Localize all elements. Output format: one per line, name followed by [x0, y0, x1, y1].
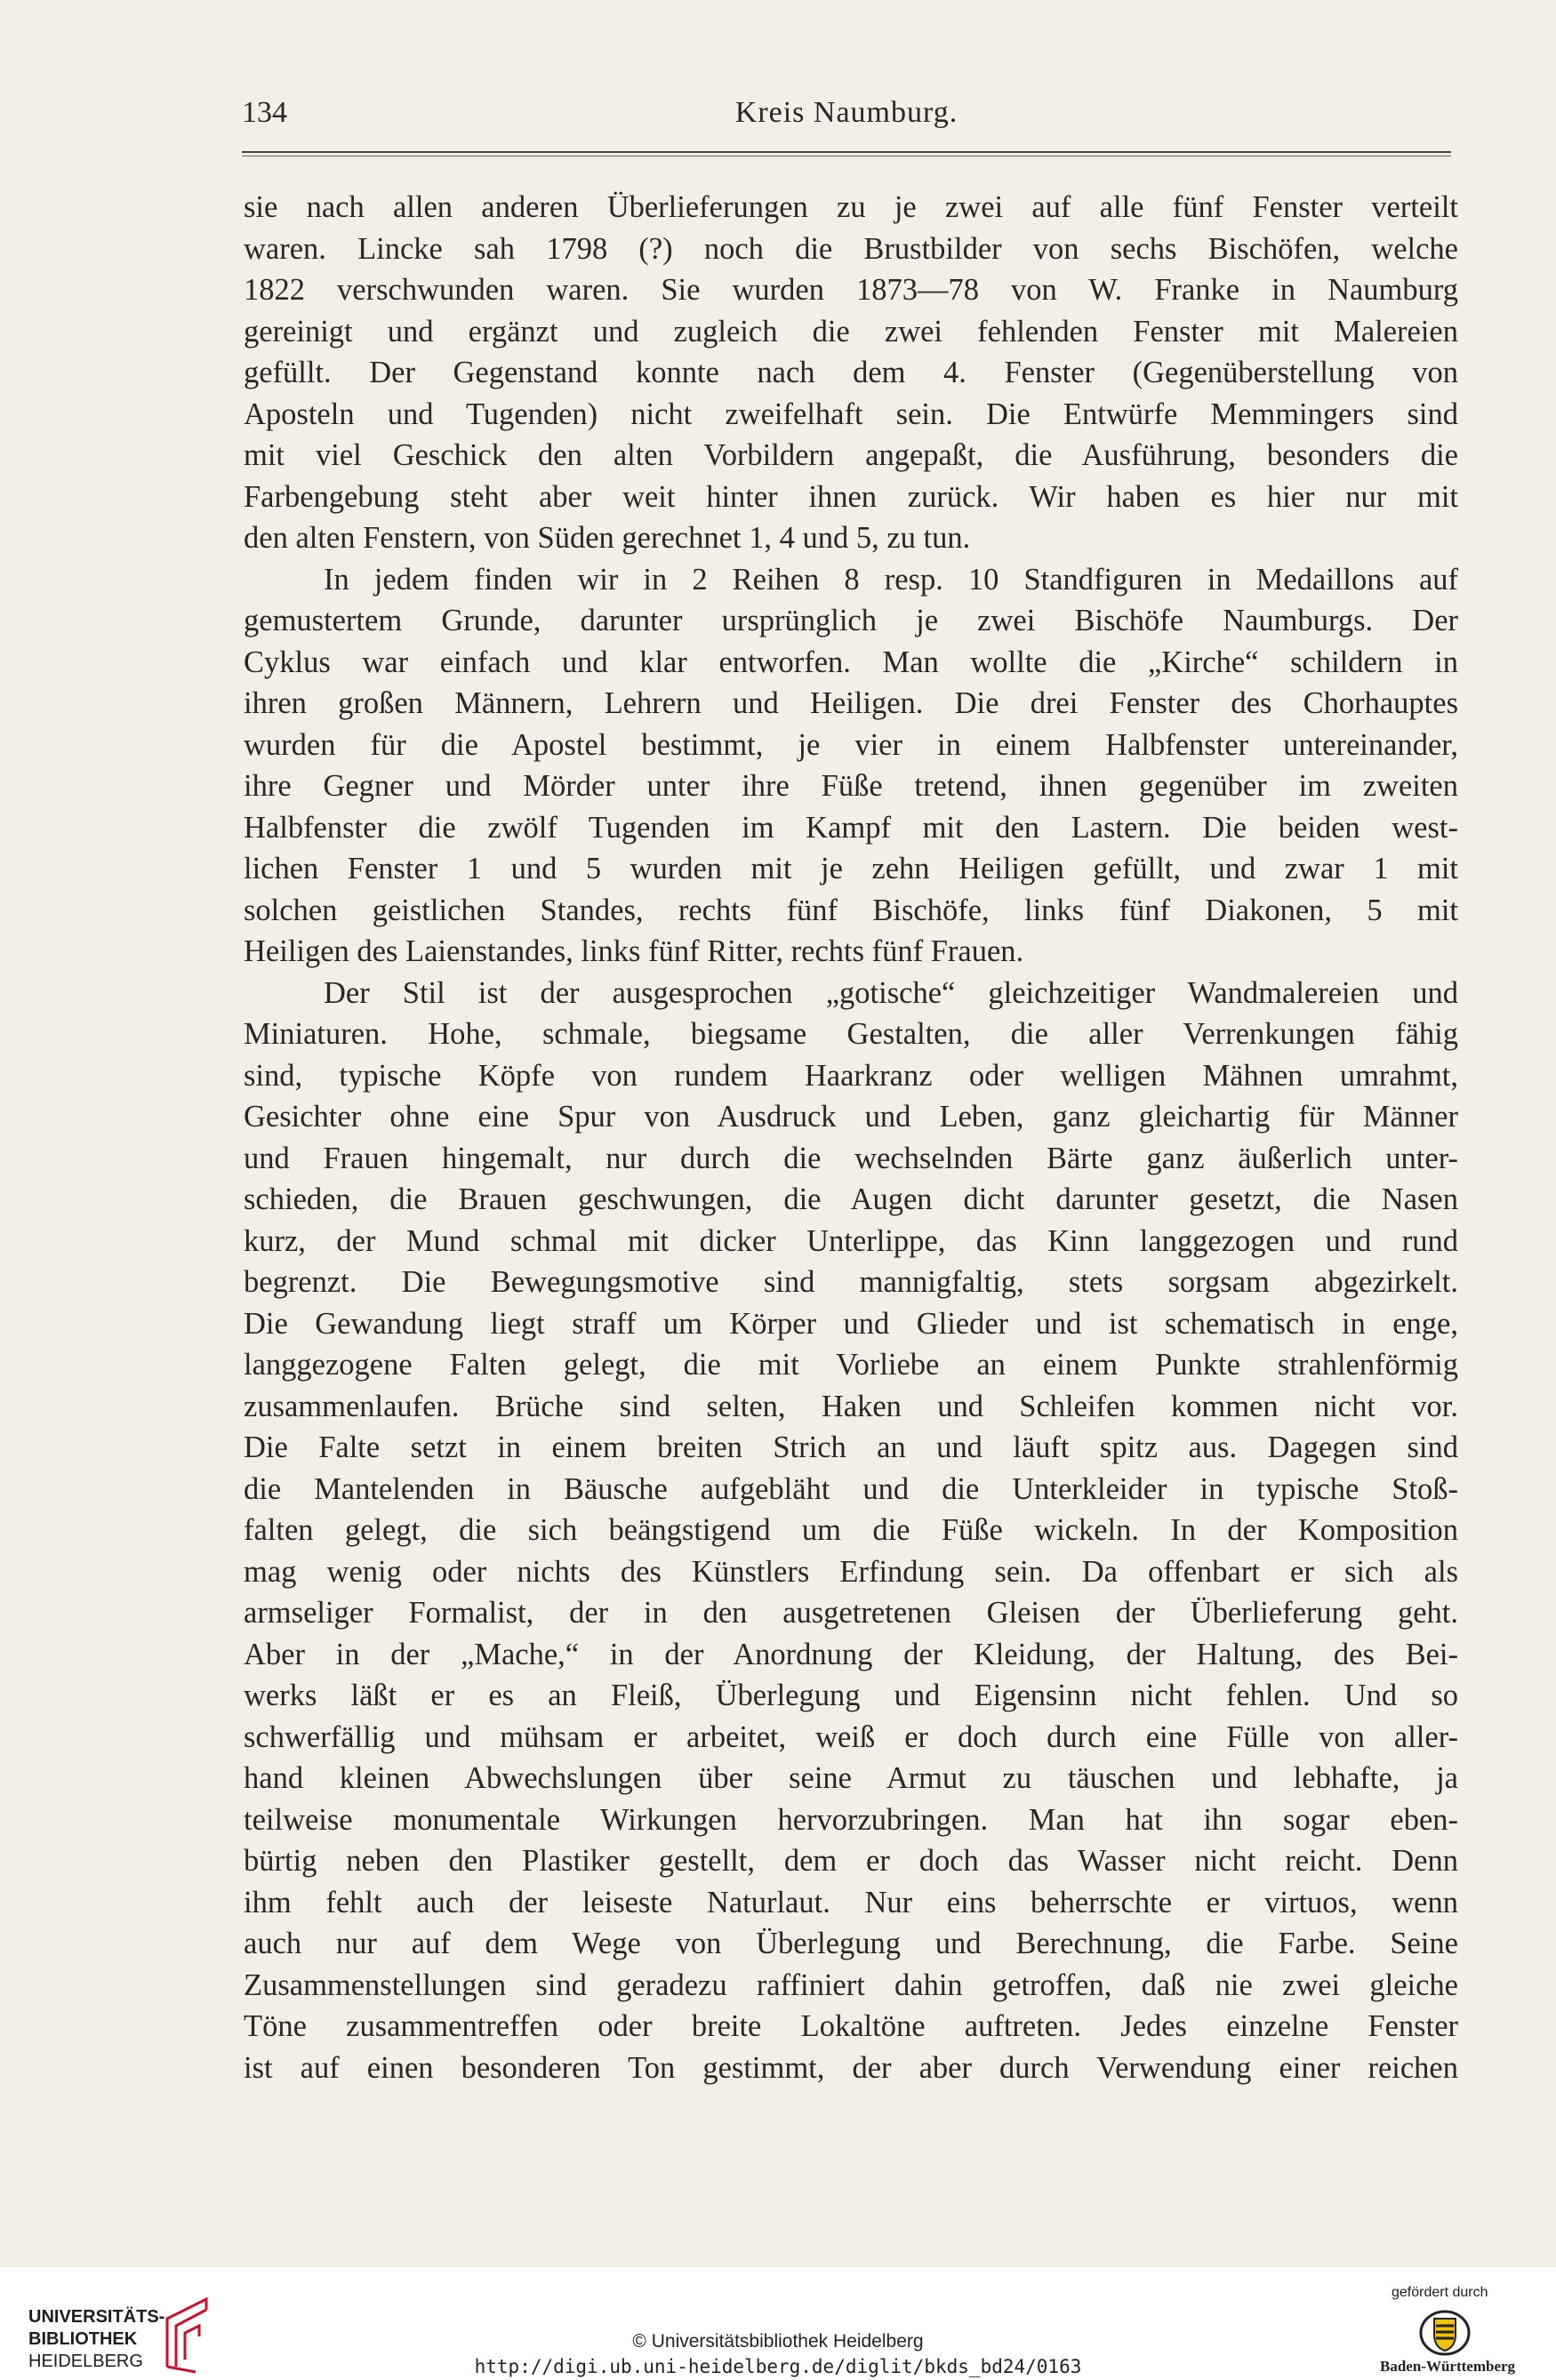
- text-line: sie nach allen anderen Überlieferungen zu je zwei auf alle fünf Fenster verteilt: [244, 190, 1458, 224]
- text-line: In jedem finden wir in 2 Reihen 8 resp. 10 Standfiguren in Medaillons auf: [324, 562, 1458, 597]
- running-head: Kreis Naumburg.: [734, 96, 958, 129]
- text-line: Miniaturen. Hohe, schmale, biegsame Gestalten, die aller Verrenkungen fähig: [244, 1017, 1458, 1051]
- text-line: kurz, der Mund schmal mit dicker Unterlippe, das Kinn langgezogen und rund: [244, 1223, 1458, 1258]
- text-line: werks läßt er es an Fleiß, Überlegung und Eigensinn nicht fehlen. Und so: [244, 1679, 1458, 1712]
- text-line: auch nur auf dem Wege von Überlegung und Berechnung, die Farbe. Seine: [244, 1927, 1458, 1960]
- text-line: mag wenig oder nichts des Künstlers Erfindung sein. Da offenbart er sich als: [244, 1554, 1458, 1589]
- text-line: Halbfenster die zwölf Tugenden im Kampf mit den Lastern. Die beiden west-: [244, 810, 1458, 845]
- text-line: schwerfällig und mühsam er arbeitet, weiß er doch durch eine Fülle von aller-: [244, 1719, 1458, 1754]
- text-line: Töne zusammentreffen oder breite Lokaltöne auftreten. Jedes einzelne Fenster: [244, 2009, 1458, 2043]
- header-rule: [242, 151, 1451, 153]
- text-line: gemustertem Grunde, darunter ursprünglich je zwei Bischöfe Naumburgs. Der: [244, 604, 1458, 637]
- text-line: Aposteln und Tugenden) nicht zweifelhaft sein. Die Entwürfe Memmingers sind: [244, 397, 1458, 431]
- text-line: falten gelegt, die sich beängstigend um die Füße wickeln. In der Komposition: [244, 1513, 1458, 1547]
- library-name-line-3: HEIDELBERG: [28, 2352, 143, 2371]
- text-line: ihren großen Männern, Lehrern und Heiligen. Die drei Fenster des Chorhauptes: [244, 686, 1458, 720]
- text-line: gefüllt. Der Gegenstand konnte nach dem 4. Fenster (Gegenüberstellung von: [244, 356, 1458, 389]
- text-line: schieden, die Brauen geschwungen, die Augen dicht darunter gesetzt, die Nasen: [244, 1182, 1458, 1216]
- text-line: den alten Fenstern, von Süden gerechnet 1, 4 und 5, zu tun.: [244, 521, 971, 555]
- copyright-text: © Universitätsbibliothek Heidelberg: [632, 2331, 924, 2352]
- text-line: ihre Gegner und Mörder unter ihre Füße tretend, ihnen gegenüber im zweiten: [244, 769, 1458, 803]
- text-line: Zusammenstellungen sind geradezu raffiniert dahin getroffen, daß nie zwei gleiche: [244, 1967, 1458, 2002]
- text-line: die Mantelenden in Bäusche aufgebläht und die Unterkleider in typische Stoß-: [244, 1471, 1458, 1506]
- text-line: Die Falte setzt in einem breiten Strich an und läuft spitz aus. Dagegen sind: [244, 1430, 1458, 1464]
- text-line: ist auf einen besonderen Ton gestimmt, der aber durch Verwendung einer reichen: [244, 2050, 1458, 2085]
- permalink-url[interactable]: http://digi.ub.uni-heidelberg.de/diglit/bkds_bd24/0163: [474, 2356, 1082, 2377]
- body-text: [244, 187, 1458, 2088]
- text-line: 1822 verschwunden waren. Sie wurden 1873—78 von W. Franke in Naumburg: [244, 273, 1458, 307]
- text-line: Farbengebung steht aber weit hinter ihnen zurück. Wir haben es hier nur mit: [244, 479, 1458, 514]
- text-line: lichen Fenster 1 und 5 wurden mit je zehn Heiligen gefüllt, und zwar 1 mit: [244, 852, 1458, 885]
- text-line: Gesichter ohne eine Spur von Ausdruck und Leben, ganz gleichartig für Männer: [244, 1100, 1458, 1134]
- text-line: Cyklus war einfach und klar entworfen. Man wollte die „Kirche“ schildern in: [244, 645, 1458, 679]
- text-line: begrenzt. Die Bewegungsmotive sind mannigfaltig, stets sorgsam abgezirkelt.: [244, 1265, 1458, 1299]
- sponsor-name: Baden-Württemberg: [1380, 2358, 1516, 2375]
- text-line: langgezogene Falten gelegt, die mit Vorliebe an einem Punkte strahlenförmig: [244, 1348, 1458, 1382]
- library-name-line-2: BIBLIOTHEK: [28, 2329, 138, 2349]
- text-line: wurden für die Apostel bestimmt, je vier in einem Halbfenster untereinander,: [244, 727, 1458, 762]
- text-line: Die Gewandung liegt straff um Körper und Glieder und ist schematisch in enge,: [244, 1306, 1458, 1341]
- text-line: solchen geistlichen Standes, rechts fünf Bischöfe, links fünf Diakonen, 5 mit: [244, 893, 1458, 927]
- footer: [0, 2267, 1556, 2380]
- text-line: armseliger Formalist, der in den ausgetretenen Gleisen der Überlieferung geht.: [244, 1596, 1458, 1630]
- text-line: waren. Lincke sah 1798 (?) noch die Brustbilder von sechs Bischöfen, welche: [244, 231, 1458, 266]
- sponsor-label: gefördert durch: [1392, 2285, 1488, 2300]
- text-line: Aber in der „Mache,“ in der Anordnung der Kleidung, der Haltung, des Bei-: [244, 1637, 1458, 1671]
- page-number: 134: [242, 96, 287, 129]
- text-line: zusammenlaufen. Brüche sind selten, Haken und Schleifen kommen nicht vor.: [244, 1389, 1458, 1423]
- text-line: hand kleinen Abwechslungen über seine Armut zu täuschen und lebhafte, ja: [244, 1761, 1458, 1795]
- text-line: gereinigt und ergänzt und zugleich die zwei fehlenden Fenster mit Malereien: [244, 314, 1458, 349]
- text-line: sind, typische Köpfe von rundem Haarkranz oder welligen Mähnen umrahmt,: [244, 1058, 1458, 1093]
- text-line: mit viel Geschick den alten Vorbildern angepaßt, die Ausführung, besonders die: [244, 438, 1458, 472]
- text-line: teilweise monumentale Wirkungen hervorzubringen. Man hat ihn sogar eben-: [244, 1802, 1458, 1837]
- coat-of-arms-icon: [1418, 2308, 1472, 2358]
- library-name-line-1: UNIVERSITÄTS-: [28, 2307, 165, 2327]
- text-line: Der Stil ist der ausgesprochen „gotische“ gleichzeitiger Wandmalereien und: [324, 975, 1458, 1010]
- text-line: ihm fehlt auch der leiseste Naturlaut. Nur eins beherrschte er virtuos, wenn: [244, 1885, 1458, 1919]
- text-line: Heiligen des Laienstandes, links fünf Ritter, rechts fünf Frauen.: [244, 934, 1024, 968]
- text-line: bürtig neben den Plastiker gestellt, dem er doch das Wasser nicht reicht. Denn: [244, 1844, 1458, 1878]
- text-line: und Frauen hingemalt, nur durch die wechselnden Bärte ganz äußerlich unter-: [244, 1141, 1458, 1175]
- page-header: [242, 96, 1451, 140]
